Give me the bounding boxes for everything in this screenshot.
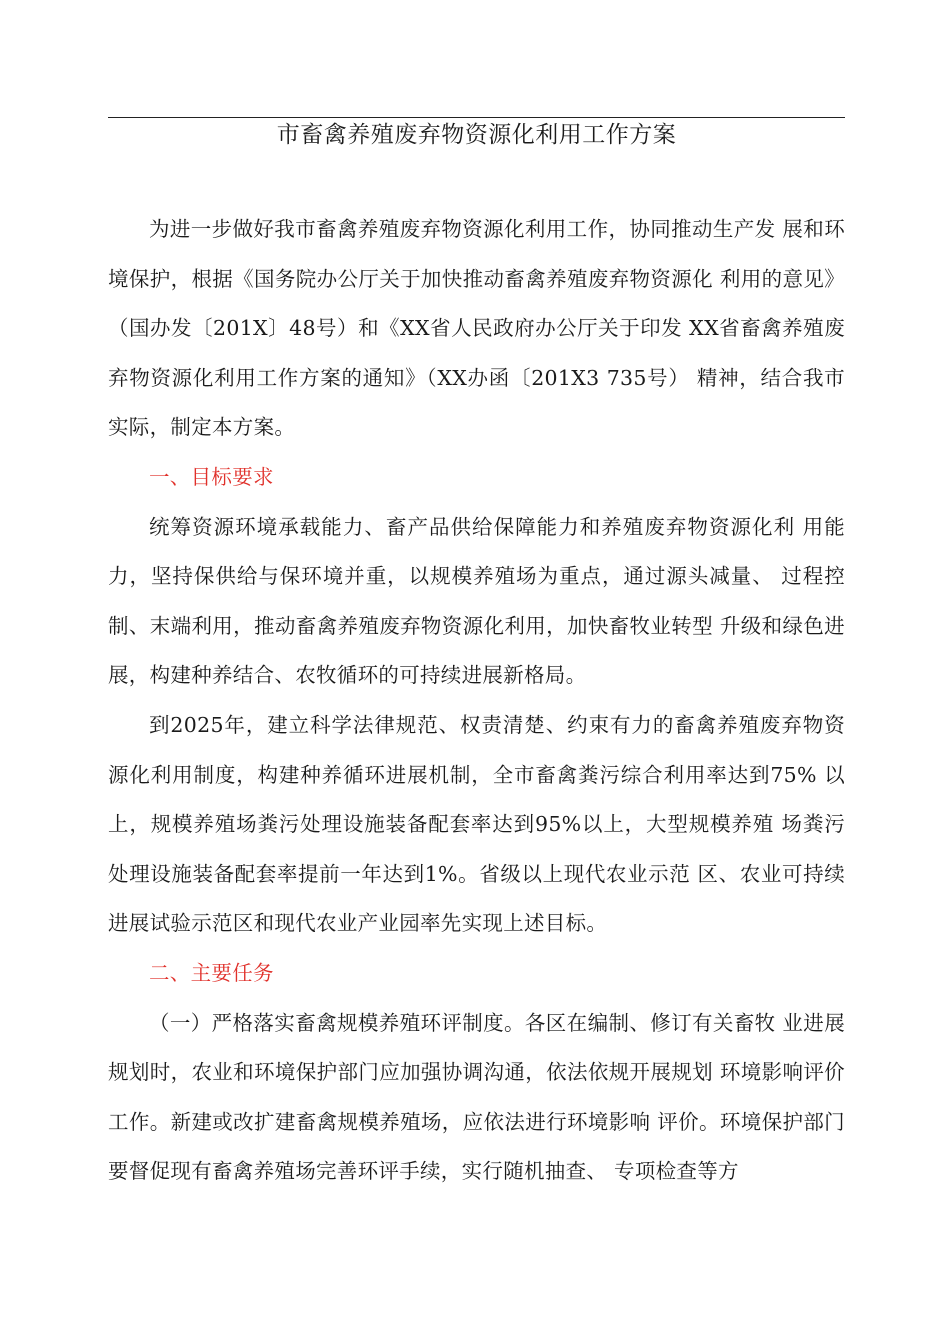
section-heading-tasks: 二、主要任务 bbox=[149, 960, 274, 985]
goals-paragraph-1: 统筹资源环境承载能力、畜产品供给保障能力和养殖废弃物资源化利 用能力，坚持保供给与保环境并重，以规模养殖场为重点，通过源头减量、 过程控制、末端利用，推动畜禽养殖废弃物资源化利用，加快畜牧业转型 升级和绿色进展，构建种养结合、农牧循环的可持续进展新格局。 bbox=[108, 514, 845, 688]
document-title: 市畜禽养殖废弃物资源化利用工作方案 bbox=[276, 122, 677, 148]
header-rule bbox=[108, 117, 845, 118]
intro-paragraph: 为进一步做好我市畜禽养殖废弃物资源化利用工作，协同推动生产发 展和环境保护，根据《国务院办公厅关于加快推动畜禽养殖废弃物资源化 利用的意见》（国办发〔201X〕48号）和《XX省人民政府办公厅关于印发 XX省畜禽养殖废弃物资源化利用工作方案的通知》（XX办函〔201X3 735号） 精神，结合我市实际，制定本方案。 bbox=[108, 217, 845, 440]
section-heading-goals: 一、目标要求 bbox=[149, 464, 274, 489]
goals-paragraph-2: 到2025年，建立科学法律规范、权责清楚、约束有力的畜禽养殖废弃物资源化利用制度，构建种养循环进展机制，全市畜禽粪污综合利用率达到75% 以上，规模养殖场粪污处理设施装备配套率达到95%以上，大型规模养殖 场粪污处理设施装备配套率提前一年达到1%。省级以上现代农业示范 区、农业可持续进展试验示范区和现代农业产业园率先实现上述目标。 bbox=[108, 712, 845, 936]
tasks-paragraph-1: （一）严格落实畜禽规模养殖环评制度。各区在编制、修订有关畜牧 业进展规划时，农业和环境保护部门应加强协调沟通，依法依规开展规划 环境影响评价工作。新建或改扩建畜禽规模养殖场，应依法进行环境影响 评价。环境保护部门要督促现有畜禽养殖场完善环评手续，实行随机抽查、 专项检查等方 bbox=[108, 1010, 845, 1184]
document-body bbox=[108, 205, 845, 1197]
